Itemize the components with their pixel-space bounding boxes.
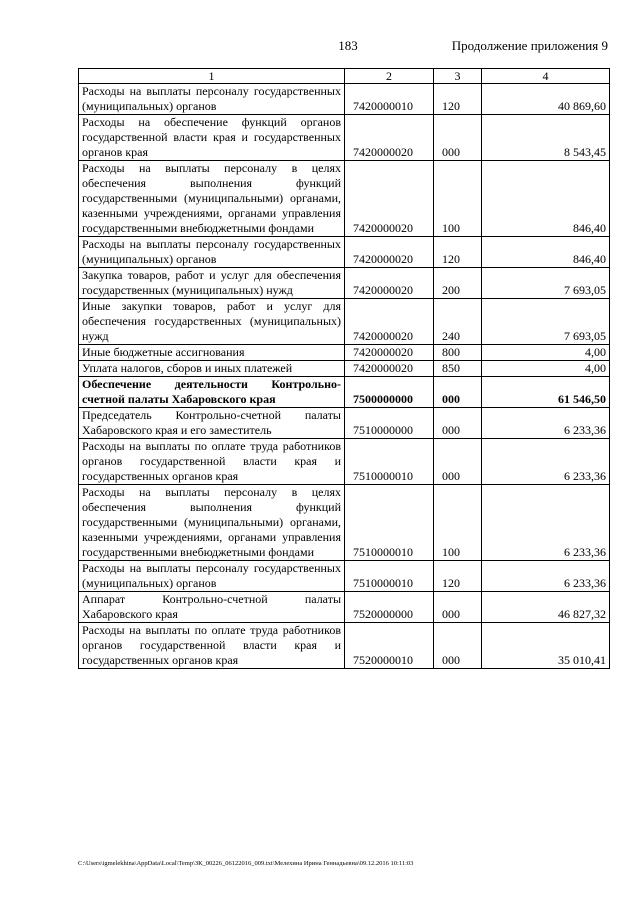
row-target-code: 7510000010: [345, 439, 434, 485]
table-row: [79, 561, 610, 592]
row-expense-type: 100: [434, 161, 482, 237]
table-row: [79, 408, 610, 439]
row-target-code: 7420000020: [345, 115, 434, 161]
column-header: 3: [434, 69, 482, 84]
row-amount: 846,40: [482, 237, 610, 268]
row-description: Расходы на выплаты персоналу государственных (муниципальных) органов: [79, 561, 345, 592]
row-expense-type: 000: [434, 623, 482, 669]
row-description: Расходы на выплаты персоналу государственных (муниципальных) органов: [79, 237, 345, 268]
row-description: Расходы на обеспечение функций органов государственной власти края и государственных органов края: [79, 115, 345, 161]
column-header: 4: [482, 69, 610, 84]
row-amount: 40 869,60: [482, 84, 610, 115]
row-target-code: 7510000010: [345, 485, 434, 561]
row-expense-type: 100: [434, 485, 482, 561]
row-amount: 4,00: [482, 361, 610, 377]
row-amount: 46 827,32: [482, 592, 610, 623]
row-amount: 4,00: [482, 345, 610, 361]
row-amount: 7 693,05: [482, 268, 610, 299]
table-row: [79, 485, 610, 561]
table-header-row: [79, 69, 610, 84]
row-description: Расходы на выплаты по оплате труда работников органов государственной власти края и государственных органов края: [79, 439, 345, 485]
row-amount: 6 233,36: [482, 485, 610, 561]
row-target-code: 7420000020: [345, 268, 434, 299]
row-description: Иные закупки товаров, работ и услуг для обеспечения государственных (муниципальных) нужд: [79, 299, 345, 345]
row-description: Председатель Контрольно-счетной палаты Хабаровского края и его заместитель: [79, 408, 345, 439]
column-header: 2: [345, 69, 434, 84]
budget-table: [78, 68, 610, 669]
row-description: Уплата налогов, сборов и иных платежей: [79, 361, 345, 377]
row-description: Обеспечение деятельности Контрольно-счетной палаты Хабаровского края: [79, 377, 345, 408]
row-target-code: 7510000010: [345, 561, 434, 592]
table-row: [79, 361, 610, 377]
footer-file-path: C:\Users\igmelekhina\AppData\Local\Temp\ЗК_00226_06122016_009.txt\Мелехина Ирина Геннадьевна\09.12.2016 10:11:03: [78, 860, 414, 867]
row-expense-type: 240: [434, 299, 482, 345]
row-amount: 35 010,41: [482, 623, 610, 669]
row-description: Иные бюджетные ассигнования: [79, 345, 345, 361]
row-amount: 61 546,50: [482, 377, 610, 408]
table-row: [79, 299, 610, 345]
table-row: [79, 84, 610, 115]
row-expense-type: 000: [434, 408, 482, 439]
row-expense-type: 850: [434, 361, 482, 377]
row-description: Расходы на выплаты персоналу в целях обеспечения выполнения функций государственными (муниципальными) органами, казенными учреждениями, органами управления государственными внебюджетными фондами: [79, 161, 345, 237]
row-target-code: 7420000020: [345, 345, 434, 361]
table-row: [79, 237, 610, 268]
row-description: Расходы на выплаты персоналу государственных (муниципальных) органов: [79, 84, 345, 115]
row-amount: 7 693,05: [482, 299, 610, 345]
row-expense-type: 120: [434, 84, 482, 115]
table-row: [79, 623, 610, 669]
row-description: Расходы на выплаты по оплате труда работников органов государственной власти края и государственных органов края: [79, 623, 345, 669]
row-amount: 6 233,36: [482, 439, 610, 485]
row-target-code: 7420000010: [345, 84, 434, 115]
column-header: 1: [79, 69, 345, 84]
table-row: [79, 161, 610, 237]
row-expense-type: 120: [434, 561, 482, 592]
row-amount: 6 233,36: [482, 561, 610, 592]
table-row: [79, 592, 610, 623]
row-expense-type: 000: [434, 115, 482, 161]
row-target-code: 7420000020: [345, 161, 434, 237]
row-expense-type: 200: [434, 268, 482, 299]
row-amount: 6 233,36: [482, 408, 610, 439]
row-target-code: 7500000000: [345, 377, 434, 408]
table-row: [79, 115, 610, 161]
table-row: [79, 439, 610, 485]
row-target-code: 7510000000: [345, 408, 434, 439]
row-expense-type: 000: [434, 377, 482, 408]
row-description: Закупка товаров, работ и услуг для обеспечения государственных (муниципальных) нужд: [79, 268, 345, 299]
row-amount: 8 543,45: [482, 115, 610, 161]
row-description: Расходы на выплаты персоналу в целях обеспечения выполнения функций государственными (муниципальными) органами, казенными учреждениями, органами управления государственными внебюджетными фондами: [79, 485, 345, 561]
row-target-code: 7520000000: [345, 592, 434, 623]
row-amount: 846,40: [482, 161, 610, 237]
row-target-code: 7520000010: [345, 623, 434, 669]
table-row: [79, 345, 610, 361]
row-target-code: 7420000020: [345, 361, 434, 377]
row-target-code: 7420000020: [345, 299, 434, 345]
page-number: 183: [338, 38, 358, 53]
row-expense-type: 000: [434, 439, 482, 485]
row-expense-type: 120: [434, 237, 482, 268]
table-row: [79, 377, 610, 408]
row-target-code: 7420000020: [345, 237, 434, 268]
row-description: Аппарат Контрольно-счетной палаты Хабаровского края: [79, 592, 345, 623]
row-expense-type: 000: [434, 592, 482, 623]
table-row: [79, 268, 610, 299]
row-expense-type: 800: [434, 345, 482, 361]
continuation-label: Продолжение приложения 9: [451, 38, 608, 53]
